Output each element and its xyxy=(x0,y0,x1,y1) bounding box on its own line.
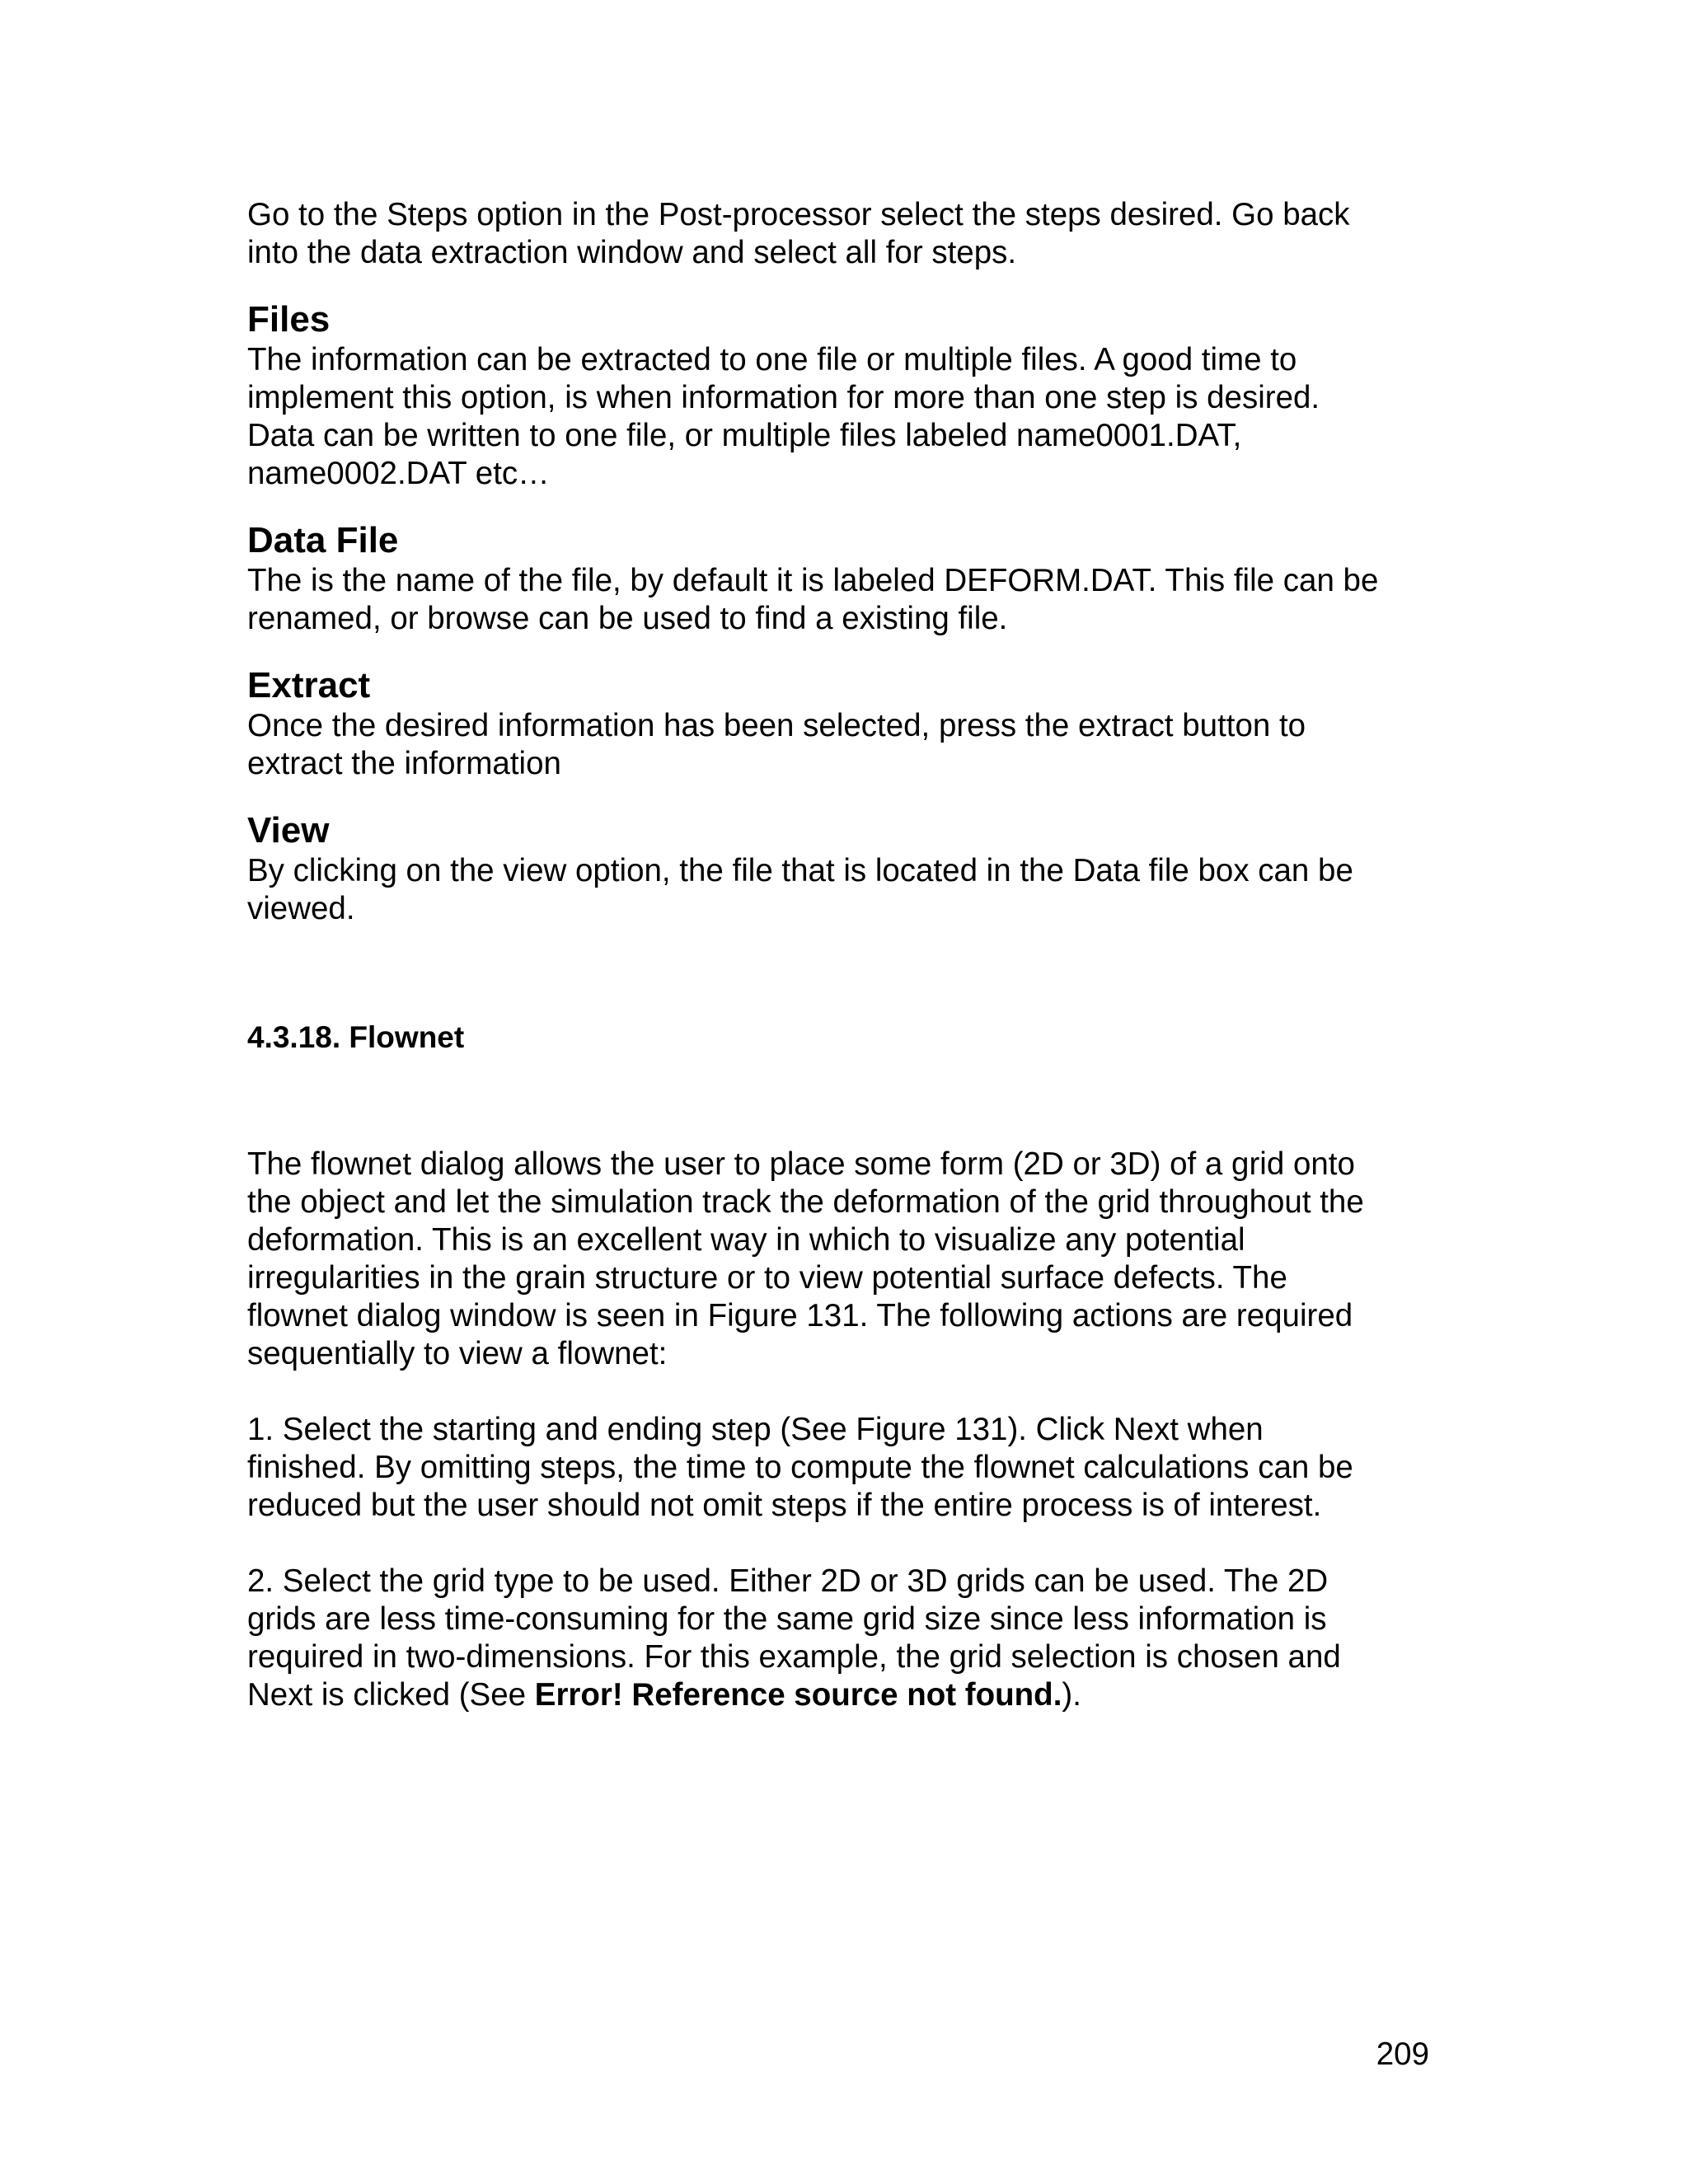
files-paragraph: The information can be extracted to one file or multiple files. A good time to implement this option, is when information for more than one step is desired. Data can be written to one file, or multiple files labeled name0001.DAT, name0002.DAT etc… xyxy=(247,342,1320,491)
files-heading: Files xyxy=(247,299,331,340)
view-heading: View xyxy=(247,810,330,851)
extract-heading: Extract xyxy=(247,665,371,705)
flownet-step-2 xyxy=(247,1563,1451,1714)
flownet-section-heading: 4.3.18. Flownet xyxy=(247,1020,465,1054)
flownet-intro-paragraph: The flownet dialog allows the user to place some form (2D or 3D) of a grid onto the object and let the simulation track the deformation of the grid throughout the deformation. This is an excellent way in which to visualize any potential irregularities in the grain structure or to view potential surface defects. The flownet dialog window is seen in Figure 131. The following actions are required sequentially to view a flownet: xyxy=(247,1146,1364,1371)
page-number: 209 xyxy=(1376,2036,1429,2072)
flownet-step-1: 1. Select the starting and ending step (See Figure 131). Click Next when finished. By omitting steps, the time to compute the flownet calculations can be reduced but the user should not omit steps if the entire process is of interest. xyxy=(247,1412,1353,1523)
data-file-paragraph: The is the name of the file, by default it is labeled DEFORM.DAT. This file can be renamed, or browse can be used to find a existing file. xyxy=(247,563,1379,636)
view-paragraph: By clicking on the view option, the file that is located in the Data file box can be viewed. xyxy=(247,853,1353,926)
extract-paragraph: Once the desired information has been selected, press the extract button to extract the information xyxy=(247,708,1306,781)
data-file-heading: Data File xyxy=(247,520,399,560)
intro-paragraph: Go to the Steps option in the Post-processor select the steps desired. Go back into the data extraction window and select all for steps. xyxy=(247,197,1350,270)
document-page xyxy=(247,196,1451,1714)
reference-error-text: Error! Reference source not found. xyxy=(534,1677,1062,1713)
flownet-step-2-text: 2. Select the grid type to be used. Either 2D or 3D grids can be used. The 2D grids are less time-consuming for the same grid size since less information is required in two-dimensions. For this example, the grid selection is chosen and Next is clicked (See xyxy=(247,1563,1341,1713)
flownet-step-2-end: ). xyxy=(1062,1677,1081,1713)
